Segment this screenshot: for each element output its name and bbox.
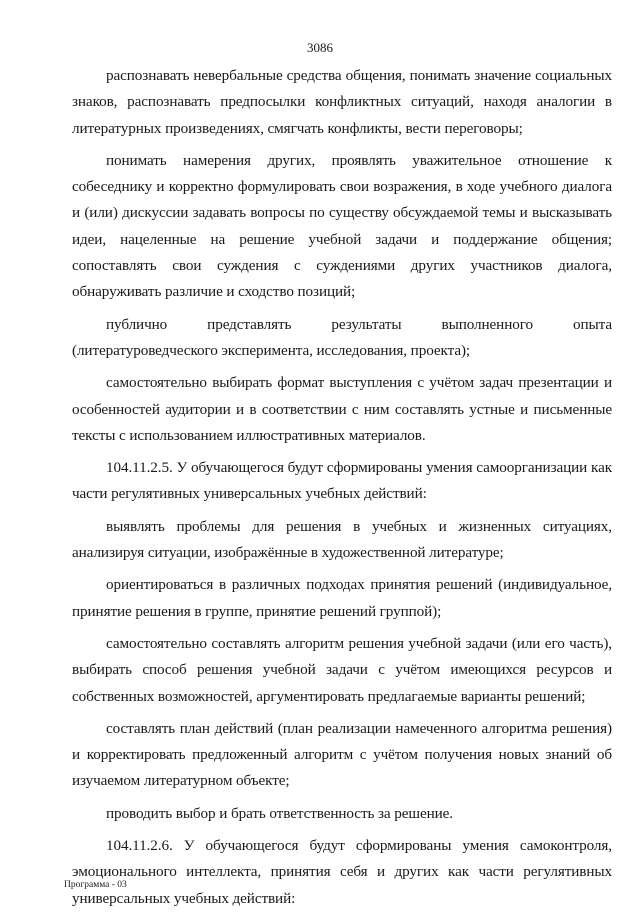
paragraph: самостоятельно выбирать формат выступления с учётом задач презентации и особенностей аудитории и в соответствии с ним составлять устные и письменные тексты с использованием иллюстративных материалов. [72,374,612,444]
paragraph: ориентироваться в различных подходах принятия решений (индивидуальное, принятие решения в группе, принятие решений группой); [72,576,612,620]
paragraph: составлять план действий (план реализации намеченного алгоритма решения) и корректировать предложенный алгоритм с учётом получения новых знаний об изучаемом литературном объекте; [72,719,612,790]
paragraph: проводить выбор и брать ответственность за решение. [106,804,454,822]
page-number: 3086 [307,40,333,55]
paragraph: публично представлять результаты выполненного опыта (литературоведческого эксперимента, исследования, проекта); [72,315,612,359]
footer-label: Программа - 03 [64,880,127,890]
paragraph: 104.11.2.6. У обучающегося будут сформированы умения самоконтроля, эмоционального интеллекта, принятия себя и других как части регулятивных универсальных учебных действий: [72,837,612,907]
document-body [72,63,612,918]
paragraph: выявлять проблемы для решения в учебных и жизненных ситуациях, анализируя ситуации, изображённые в художественной литературе; [72,517,612,562]
paragraph: самостоятельно составлять алгоритм решения учебной задачи (или его часть), выбирать способ решения учебной задачи с учётом имеющихся ресурсов и собственных возможностей, аргументировать предлагаемые варианты решений; [72,634,612,705]
paragraph: распознавать невербальные средства общения, понимать значение социальных знаков, распознавать предпосылки конфликтных ситуаций, находя аналогии в литературных произведениях, смягчать конфликты, вести переговоры; [72,67,612,137]
paragraph: понимать намерения других, проявлять уважительное отношение к собеседнику и корректно формулировать свои возражения, в ходе учебного диалога и (или) дискуссии задавать вопросы по существу обсуждаемой темы и высказывать идеи, нацеленные на решение учебной задачи и поддержание общения; сопоставлять свои суждения с суждениями других участников диалога, обнаруживать различие и сходство позиций; [72,151,612,301]
paragraph: 104.11.2.5. У обучающегося будут сформированы умения самоорганизации как части регулятивных универсальных учебных действий: [72,459,612,503]
